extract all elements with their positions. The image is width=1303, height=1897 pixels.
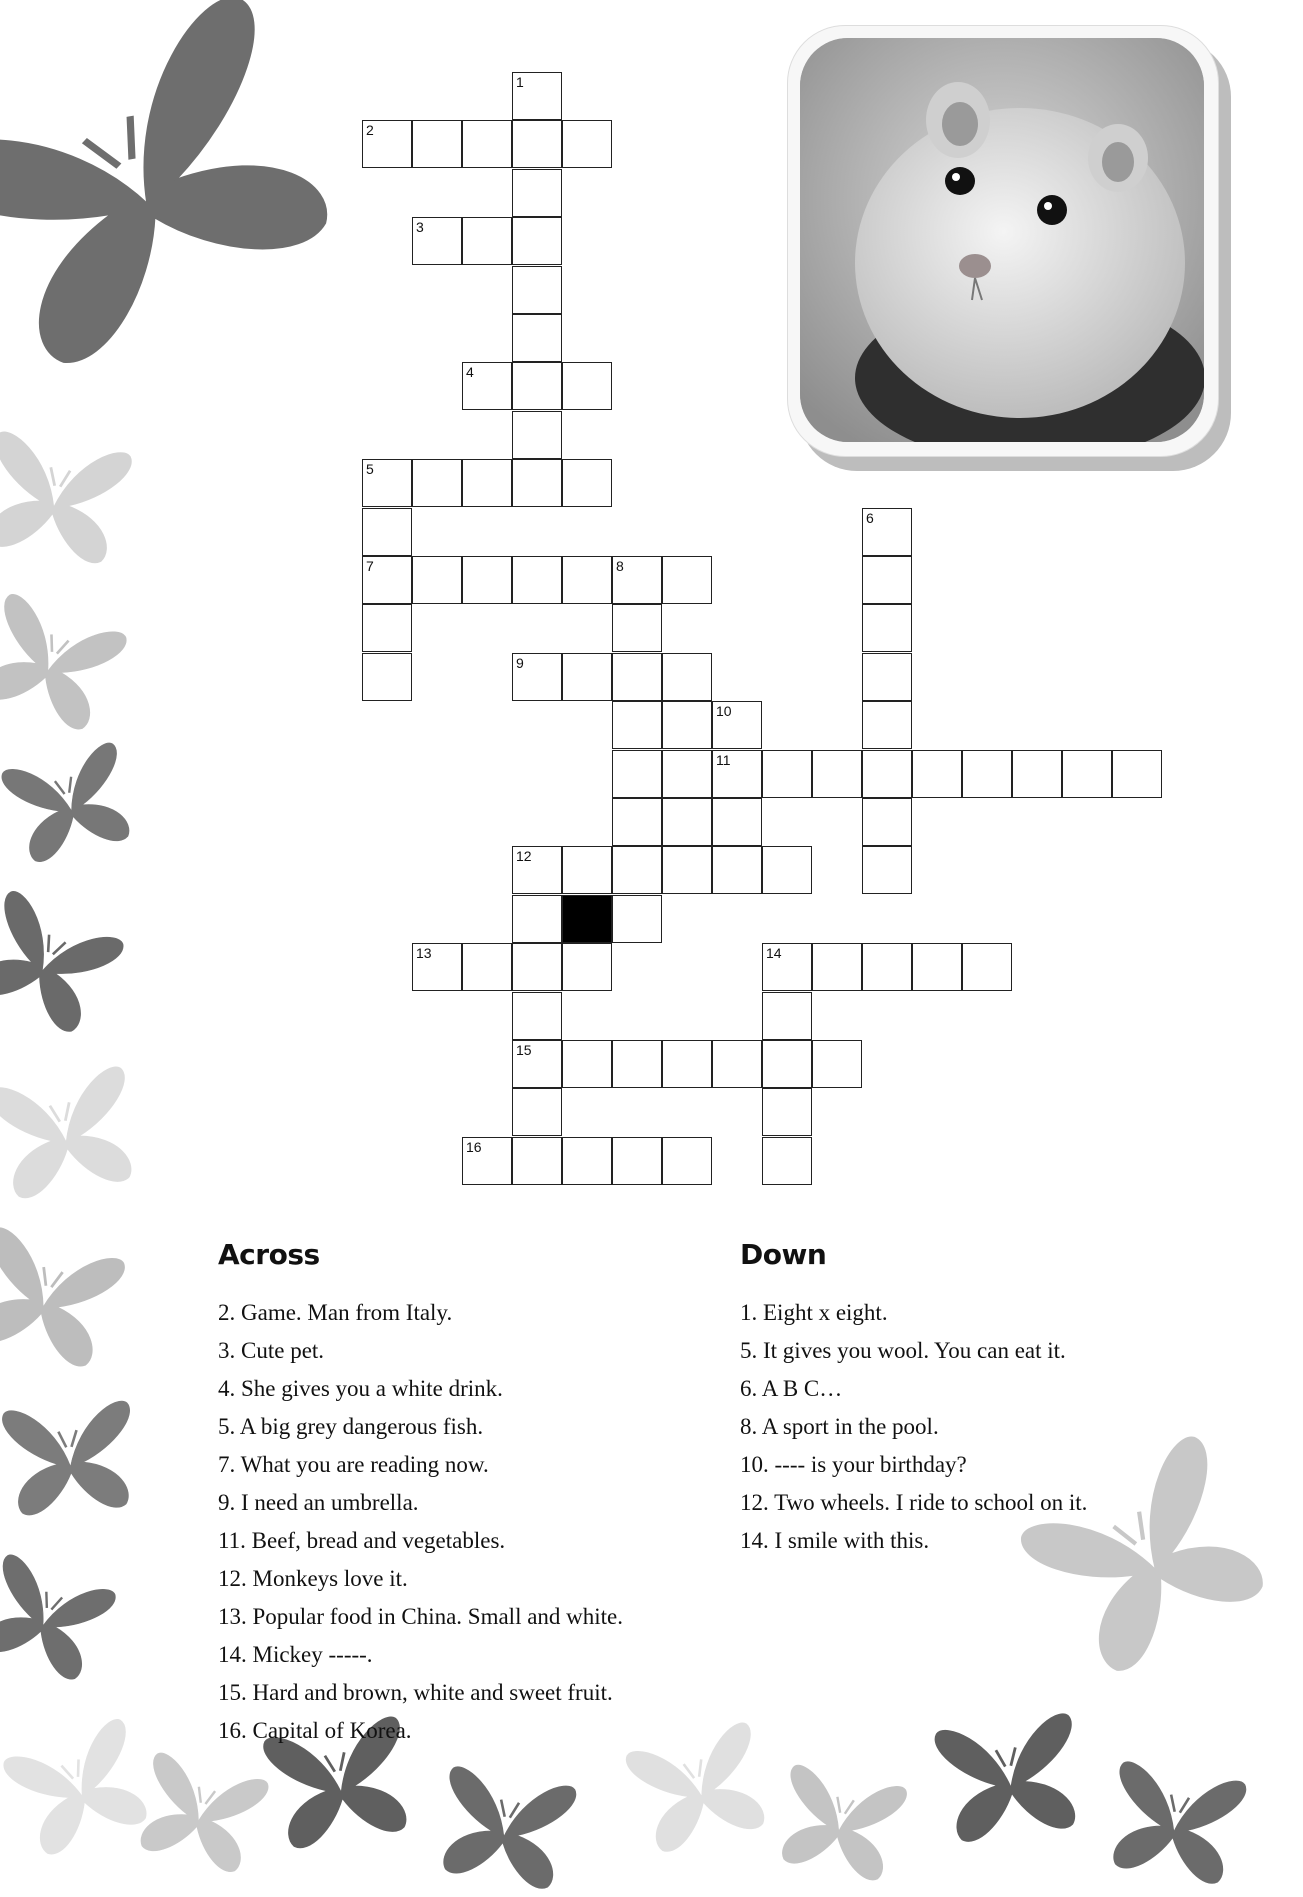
butterfly-icon bbox=[1103, 1761, 1247, 1887]
crossword-cell[interactable] bbox=[512, 556, 562, 604]
across-clue: 11. Beef, bread and vegetables. bbox=[218, 1528, 506, 1553]
crossword-cell[interactable] bbox=[512, 992, 562, 1040]
clue-number: 13 bbox=[416, 945, 432, 962]
crossword-cell[interactable] bbox=[762, 750, 812, 798]
crossword-cell[interactable] bbox=[512, 217, 562, 265]
butterfly-icon bbox=[0, 1066, 142, 1202]
crossword-cell[interactable] bbox=[712, 846, 762, 894]
crossword-cell[interactable] bbox=[612, 1040, 662, 1088]
butterfly-icon bbox=[0, 741, 139, 866]
crossword-cell[interactable] bbox=[412, 217, 462, 265]
crossword-cell[interactable] bbox=[762, 1088, 812, 1136]
crossword-cell[interactable] bbox=[462, 120, 512, 168]
butterfly-icon bbox=[131, 1751, 270, 1876]
butterfly-icon bbox=[1, 1717, 157, 1860]
butterfly-icon bbox=[0, 592, 129, 735]
clue-number: 14 bbox=[766, 945, 782, 962]
crossword-cell[interactable] bbox=[462, 1137, 512, 1185]
crossword-cell[interactable] bbox=[862, 750, 912, 798]
down-clue: 6. A B C… bbox=[740, 1376, 843, 1401]
crossword-cell[interactable] bbox=[762, 1040, 812, 1088]
crossword-cell[interactable] bbox=[362, 459, 412, 507]
across-clue: 3. Cute pet. bbox=[218, 1338, 325, 1363]
clue-number: 15 bbox=[516, 1042, 532, 1058]
crossword-cell[interactable] bbox=[462, 556, 512, 604]
crossword-cell[interactable] bbox=[562, 459, 612, 507]
butterfly-icon bbox=[0, 889, 126, 1039]
crossword-cell[interactable] bbox=[612, 1137, 662, 1185]
crossword-cell[interactable] bbox=[412, 943, 462, 991]
crossword-cell[interactable] bbox=[662, 1137, 712, 1185]
crossword-cell[interactable] bbox=[512, 266, 562, 314]
crossword-cell[interactable] bbox=[512, 362, 562, 410]
across-clue: 4. She gives you a white drink. bbox=[218, 1376, 503, 1401]
crossword-cell[interactable] bbox=[512, 1088, 562, 1136]
across-clues bbox=[218, 1294, 623, 1750]
clue-number: 16 bbox=[466, 1138, 482, 1155]
crossword-cell[interactable] bbox=[362, 120, 412, 168]
crossword-black-cell bbox=[562, 895, 612, 943]
crossword-cell[interactable] bbox=[462, 362, 512, 410]
butterfly-icon bbox=[934, 1713, 1086, 1845]
across-clue: 7. What you are reading now. bbox=[218, 1452, 489, 1477]
crossword-cell[interactable] bbox=[862, 798, 912, 846]
butterfly-icon bbox=[0, 431, 133, 567]
crossword-cell[interactable] bbox=[412, 459, 462, 507]
crossword-cell[interactable] bbox=[512, 314, 562, 362]
crossword-cell[interactable] bbox=[512, 459, 562, 507]
crossword-cell[interactable] bbox=[512, 846, 562, 894]
hamster-photo bbox=[787, 25, 1219, 457]
crossword-cell[interactable] bbox=[662, 556, 712, 604]
crossword-cell[interactable] bbox=[512, 1137, 562, 1185]
clue-number: 1 bbox=[516, 74, 524, 90]
crossword-cell[interactable] bbox=[362, 508, 412, 556]
crossword-cell[interactable] bbox=[862, 604, 912, 652]
crossword-cell[interactable] bbox=[1112, 750, 1162, 798]
crossword-cell[interactable] bbox=[512, 411, 562, 459]
across-clue: 16. Capital of Korea. bbox=[218, 1718, 412, 1743]
across-clue: 9. I need an umbrella. bbox=[218, 1490, 419, 1515]
crossword-cell[interactable] bbox=[612, 846, 662, 894]
down-clue: 5. It gives you wool. You can eat it. bbox=[740, 1338, 1066, 1363]
across-clue: 15. Hard and brown, white and sweet fruit. bbox=[218, 1680, 613, 1705]
crossword-cell[interactable] bbox=[662, 846, 712, 894]
crossword-cell[interactable] bbox=[612, 750, 662, 798]
crossword-cell[interactable] bbox=[812, 750, 862, 798]
across-clue: 14. Mickey -----. bbox=[218, 1642, 373, 1667]
crossword-cell[interactable] bbox=[762, 1137, 812, 1185]
crossword-cell[interactable] bbox=[512, 169, 562, 217]
across-heading: Across bbox=[218, 1238, 320, 1271]
butterfly-icon bbox=[624, 1721, 775, 1856]
down-clues bbox=[740, 1294, 1087, 1560]
down-heading: Down bbox=[740, 1238, 827, 1271]
crossword-cell[interactable] bbox=[512, 653, 562, 701]
crossword-cell[interactable] bbox=[662, 750, 712, 798]
crossword-cell[interactable] bbox=[762, 992, 812, 1040]
crossword-cell[interactable] bbox=[512, 1040, 562, 1088]
crossword-cell[interactable] bbox=[562, 846, 612, 894]
down-clue: 14. I smile with this. bbox=[740, 1528, 930, 1553]
crossword-cell[interactable] bbox=[562, 1137, 612, 1185]
crossword-cell[interactable] bbox=[712, 701, 762, 749]
crossword-cell[interactable] bbox=[562, 1040, 612, 1088]
crossword-cell[interactable] bbox=[562, 362, 612, 410]
crossword-cell[interactable] bbox=[912, 750, 962, 798]
crossword-cell[interactable] bbox=[862, 943, 912, 991]
butterfly-icon bbox=[433, 1766, 577, 1892]
crossword-cell[interactable] bbox=[362, 556, 412, 604]
crossword-cell[interactable] bbox=[612, 604, 662, 652]
clue-number: 2 bbox=[366, 122, 374, 139]
crossword-cell[interactable] bbox=[562, 653, 612, 701]
crossword-cell[interactable] bbox=[412, 120, 462, 168]
across-clue: 2. Game. Man from Italy. bbox=[218, 1300, 453, 1325]
crossword-cell[interactable] bbox=[362, 653, 412, 701]
crossword-cell[interactable] bbox=[962, 750, 1012, 798]
clue-number: 10 bbox=[716, 703, 732, 720]
crossword-cell[interactable] bbox=[862, 508, 912, 556]
crossword-cell[interactable] bbox=[612, 556, 662, 604]
down-clue: 8. A sport in the pool. bbox=[740, 1414, 939, 1439]
across-clue: 5. A big grey dangerous fish. bbox=[218, 1414, 484, 1439]
crossword-cell[interactable] bbox=[1012, 750, 1062, 798]
crossword-cell[interactable] bbox=[862, 701, 912, 749]
clue-number: 9 bbox=[516, 654, 524, 671]
crossword-cell[interactable] bbox=[862, 556, 912, 604]
crossword-cell[interactable] bbox=[462, 459, 512, 507]
crossword-cell[interactable] bbox=[612, 798, 662, 846]
hamster-photo-inner bbox=[800, 38, 1204, 442]
crossword-cell[interactable] bbox=[562, 120, 612, 168]
clue-number: 12 bbox=[516, 848, 532, 865]
crossword-cell[interactable] bbox=[462, 217, 512, 265]
crossword-cell[interactable] bbox=[512, 72, 562, 120]
crossword-cell[interactable] bbox=[612, 701, 662, 749]
clue-number: 4 bbox=[466, 364, 474, 381]
down-clue: 12. Two wheels. I ride to school on it. bbox=[740, 1490, 1088, 1515]
crossword-cell[interactable] bbox=[712, 1040, 762, 1088]
crossword-cell[interactable] bbox=[1062, 750, 1112, 798]
crossword-cell[interactable] bbox=[662, 701, 712, 749]
hamster-icon bbox=[800, 38, 1204, 442]
crossword-cell[interactable] bbox=[412, 556, 462, 604]
crossword-cell[interactable] bbox=[762, 943, 812, 991]
crossword-cell[interactable] bbox=[912, 943, 962, 991]
down-clue: 10. ---- is your birthday? bbox=[740, 1452, 967, 1477]
crossword-cell[interactable] bbox=[562, 556, 612, 604]
clue-number: 7 bbox=[366, 558, 374, 574]
clue-number: 8 bbox=[616, 558, 624, 574]
crossword-cell[interactable] bbox=[812, 943, 862, 991]
butterfly-icon bbox=[773, 1764, 909, 1884]
crossword-cell[interactable] bbox=[962, 943, 1012, 991]
butterfly-icon bbox=[0, 0, 358, 383]
across-clue: 12. Monkeys love it. bbox=[218, 1566, 408, 1591]
crossword-cell[interactable] bbox=[512, 943, 562, 991]
clue-number: 5 bbox=[366, 461, 374, 478]
crossword-cell[interactable] bbox=[862, 846, 912, 894]
clue-number: 11 bbox=[716, 751, 731, 768]
crossword-cell[interactable] bbox=[862, 653, 912, 701]
clue-number: 6 bbox=[866, 509, 874, 526]
crossword-cell[interactable] bbox=[612, 895, 662, 943]
crossword-cell[interactable] bbox=[762, 846, 812, 894]
crossword-cell[interactable] bbox=[812, 1040, 862, 1088]
crossword-cell[interactable] bbox=[662, 1040, 712, 1088]
butterfly-icon bbox=[0, 1226, 127, 1371]
crossword-cell[interactable] bbox=[562, 943, 612, 991]
across-clue: 13. Popular food in China. Small and white. bbox=[218, 1604, 624, 1629]
crossword-cell[interactable] bbox=[662, 653, 712, 701]
crossword-cell[interactable] bbox=[712, 750, 762, 798]
crossword-cell[interactable] bbox=[512, 895, 562, 943]
down-clue: 1. Eight x eight. bbox=[740, 1300, 888, 1325]
clue-number: 3 bbox=[416, 219, 424, 236]
butterfly-icon bbox=[0, 1553, 117, 1685]
crossword-cell[interactable] bbox=[662, 798, 712, 846]
crossword-cell[interactable] bbox=[462, 943, 512, 991]
butterfly-icon bbox=[2, 1400, 138, 1516]
crossword-cell[interactable] bbox=[612, 653, 662, 701]
crossword-cell[interactable] bbox=[712, 798, 762, 846]
crossword-cell[interactable] bbox=[362, 604, 412, 652]
crossword-cell[interactable] bbox=[512, 120, 562, 168]
